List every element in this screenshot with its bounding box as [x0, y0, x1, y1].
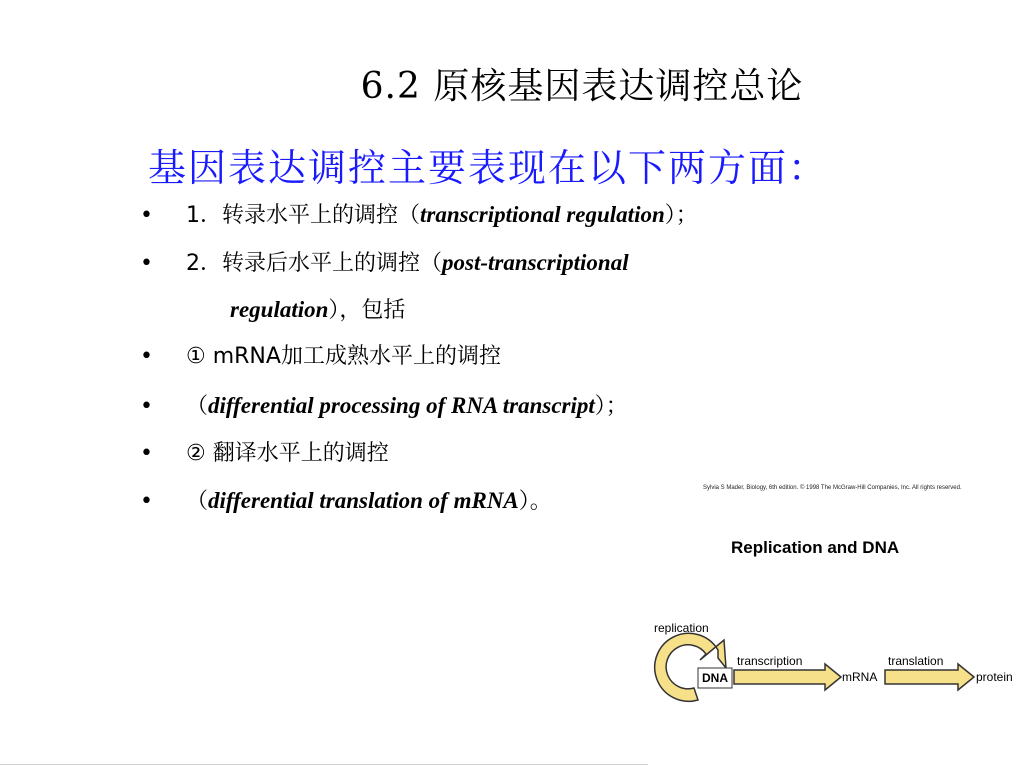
replication-label: replication [654, 621, 709, 635]
bullet-post: ）； [594, 394, 628, 419]
mrna-label: mRNA [842, 670, 878, 684]
bullet-italic: post-transcriptional [442, 250, 629, 275]
translation-label: translation [888, 654, 944, 668]
bullet-italic: regulation [230, 297, 329, 322]
bullet-italic: differential translation of mRNA [208, 488, 519, 513]
figure-title: Replication and DNA [731, 538, 900, 557]
bullet-item [140, 341, 501, 373]
bullet-dot: • [140, 394, 153, 419]
bullet-text: ② 翻译水平上的调控 [186, 441, 389, 466]
bullet-dot: • [140, 489, 153, 514]
slide-title: 6.2 原核基因表达调控总论 [360, 66, 804, 107]
central-dogma-diagram [640, 610, 1024, 718]
bullet-dot: • [140, 203, 153, 228]
figure-credit: Sylvia S Mader, Biology, 6th edition. © 1998 The McGraw-Hill Companies, Inc. All rights reserved. [703, 485, 962, 491]
protein-label: protein [976, 670, 1013, 684]
bullet-item [140, 438, 389, 470]
bullet-dot: • [140, 251, 153, 276]
dna-label: DNA [702, 671, 728, 685]
slide-subtitle: 基因表达调控主要表现在以下两方面： [148, 146, 829, 190]
bullet-text: （ [186, 394, 209, 419]
bullet-item [140, 485, 552, 517]
bullet-italic: transcriptional regulation [420, 202, 665, 227]
replication-arrow [655, 633, 726, 701]
bullet-text: （ [186, 489, 209, 514]
bullet-text: 1．转录水平上的调控（ [186, 203, 420, 228]
bullet-item [140, 390, 628, 422]
bullet-dot: • [140, 344, 153, 369]
bullet-post: ）。 [518, 489, 552, 514]
bullet-text: 2．转录后水平上的调控（ [186, 251, 442, 276]
bullet-post: ）； [664, 203, 698, 228]
bullet-item [140, 247, 629, 279]
bottom-divider [0, 764, 648, 765]
bullet-item [140, 199, 698, 231]
bullet-text: ① mRNA加工成熟水平上的调控 [186, 344, 501, 369]
bullet-italic: differential processing of RNA transcript [208, 393, 595, 418]
bullet-continuation [230, 294, 405, 326]
bullet-post: ），包括 [328, 298, 406, 323]
transcription-label: transcription [737, 654, 803, 668]
bullet-dot: • [140, 441, 153, 466]
